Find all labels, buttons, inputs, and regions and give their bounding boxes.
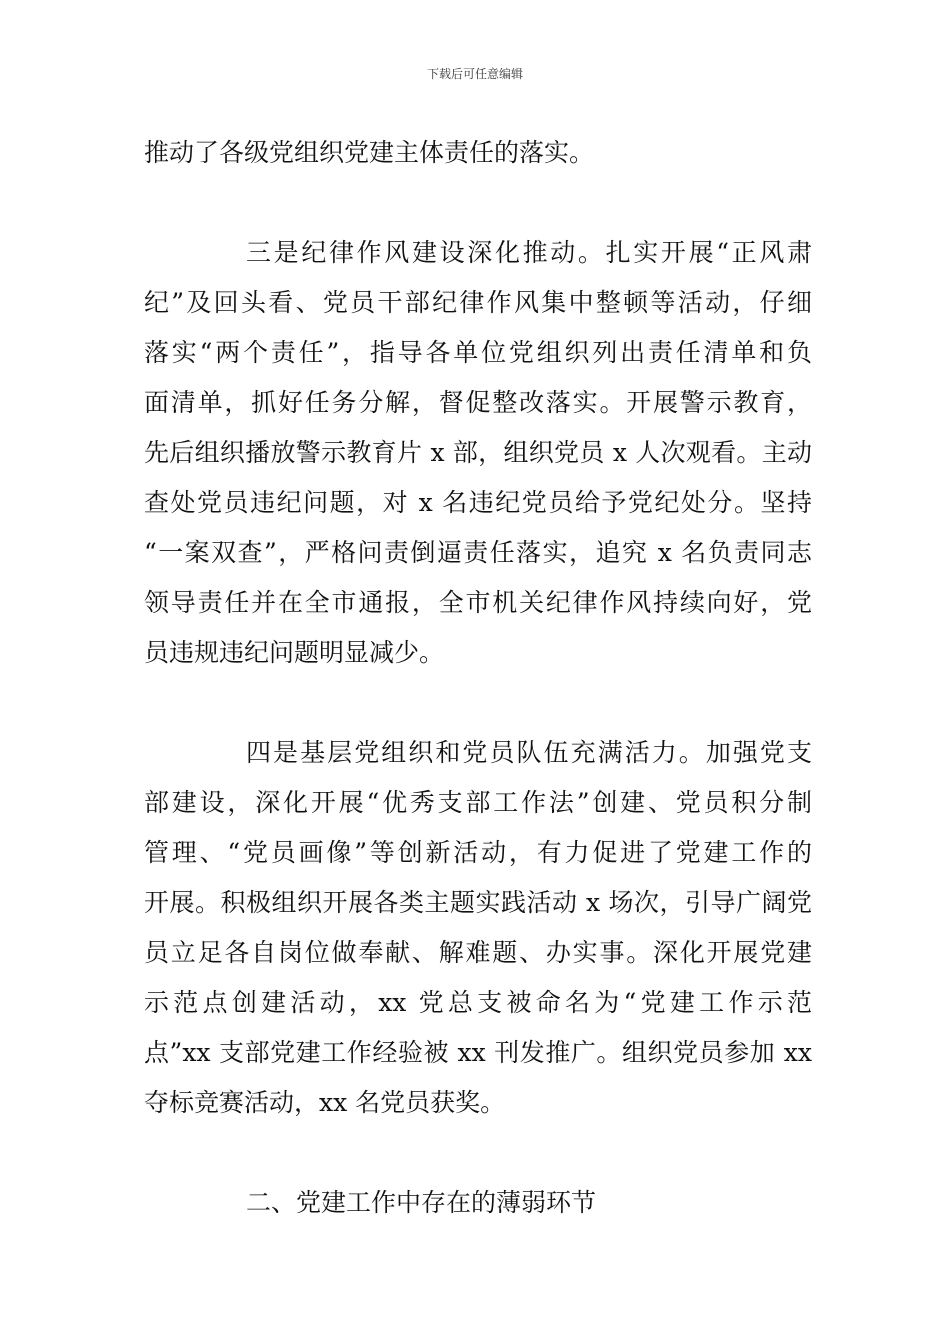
paragraph-line: 查处党员违纪问题，对 x 名违纪党员给予党纪处分。坚持 bbox=[144, 488, 812, 517]
document-body bbox=[144, 128, 812, 1228]
paragraph-line: 领导责任并在全市通报，全市机关纪律作风持续向好，党 bbox=[144, 588, 812, 617]
page-header: 下载后可任意编辑 bbox=[426, 67, 523, 81]
paragraph-2 bbox=[144, 228, 812, 678]
paragraph-line: 员违规违纪问题明显减少。 bbox=[144, 638, 445, 667]
paragraph-gap bbox=[144, 678, 812, 728]
paragraph-line: 纪”及回头看、党员干部纪律作风集中整顿等活动，仔细 bbox=[144, 288, 812, 317]
paragraph-line: 先后组织播放警示教育片 x 部，组织党员 x 人次观看。主动 bbox=[144, 438, 812, 467]
paragraph-line: 三是纪律作风建设深化推动。扎实开展“正风肃 bbox=[246, 238, 812, 267]
paragraph-line: 四是基层党组织和党员队伍充满活力。加强党支 bbox=[246, 738, 812, 767]
paragraph-line: 推动了各级党组织党建主体责任的落实。 bbox=[144, 138, 595, 167]
paragraph-gap bbox=[144, 1128, 812, 1178]
paragraph-line: 落实“两个责任”，指导各单位党组织列出责任清单和负 bbox=[144, 338, 812, 367]
paragraph-line: 示范点创建活动，xx 党总支被命名为“党建工作示范 bbox=[144, 988, 812, 1017]
paragraph-line: 管理、“党员画像”等创新活动，有力促进了党建工作的 bbox=[144, 838, 812, 867]
paragraph-line: 夺标竞赛活动，xx 名党员获奖。 bbox=[144, 1088, 506, 1117]
paragraph-line: 点”xx 支部党建工作经验被 xx 刊发推广。组织党员参加 xx bbox=[144, 1038, 812, 1067]
paragraph-line: 开展。积极组织开展各类主题实践活动 x 场次，引导广阔党 bbox=[144, 888, 812, 917]
paragraph-line: “一案双查”，严格问责倒逼责任落实，追究 x 名负责同志 bbox=[144, 538, 812, 567]
paragraph-gap bbox=[144, 178, 812, 228]
section-heading: 二、党建工作中存在的薄弱环节 bbox=[246, 1188, 597, 1217]
paragraph-3 bbox=[144, 728, 812, 1128]
paragraph-1 bbox=[144, 128, 812, 178]
paragraph-line: 部建设，深化开展“优秀支部工作法”创建、党员积分制 bbox=[144, 788, 812, 817]
paragraph-line: 面清单，抓好任务分解，督促整改落实。开展警示教育， bbox=[144, 388, 812, 417]
paragraph-line: 员立足各自岗位做奉献、解难题、办实事。深化开展党建 bbox=[144, 938, 812, 967]
